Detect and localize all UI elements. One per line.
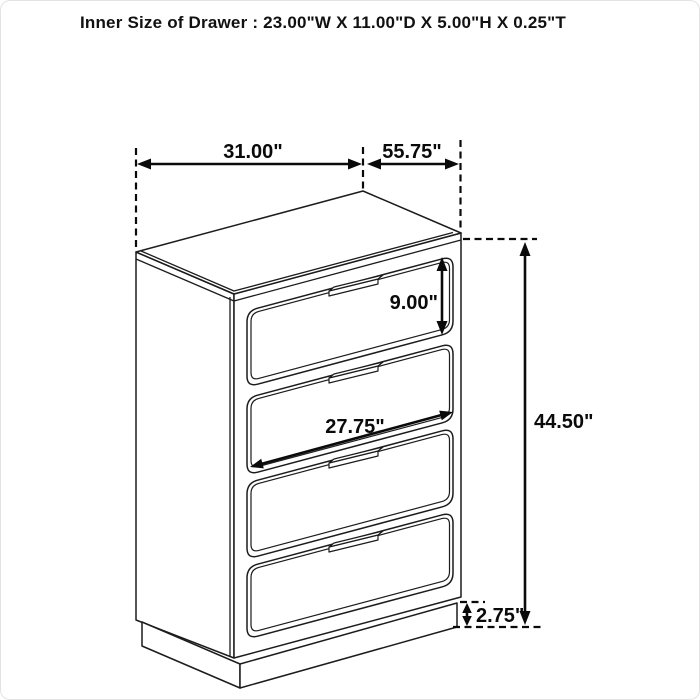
arrowhead-up xyxy=(520,242,531,256)
arrowhead-right xyxy=(445,159,459,170)
dimension-top-width xyxy=(137,141,362,170)
arrowhead-up xyxy=(462,603,472,613)
dimension-drawer-height-label: 9.00" xyxy=(389,292,438,314)
dimension-top-width-label: 31.00" xyxy=(223,141,283,163)
dimension-top-depth-label: 55.75" xyxy=(382,141,442,163)
dimension-base-height-label: 2.75" xyxy=(476,605,525,627)
chest-drawing xyxy=(136,191,461,688)
chest-dimension-diagram xyxy=(1,1,700,700)
page-title: Inner Size of Drawer : 23.00"W X 11.00"D X 5.00"H X 0.25"T xyxy=(79,13,567,32)
chest-side-panel xyxy=(136,252,234,658)
arrowhead-left xyxy=(367,159,381,170)
arrowhead-down xyxy=(462,616,472,626)
dimension-drawer-width-label: 27.75" xyxy=(325,416,385,438)
arrowhead-left xyxy=(137,159,151,170)
arrowhead-right xyxy=(348,159,362,170)
dimension-overall-height-label: 44.50" xyxy=(534,411,594,433)
dimension-overall-height xyxy=(520,242,594,625)
dimension-top-depth xyxy=(367,141,459,170)
dimension-base-height xyxy=(462,603,524,627)
